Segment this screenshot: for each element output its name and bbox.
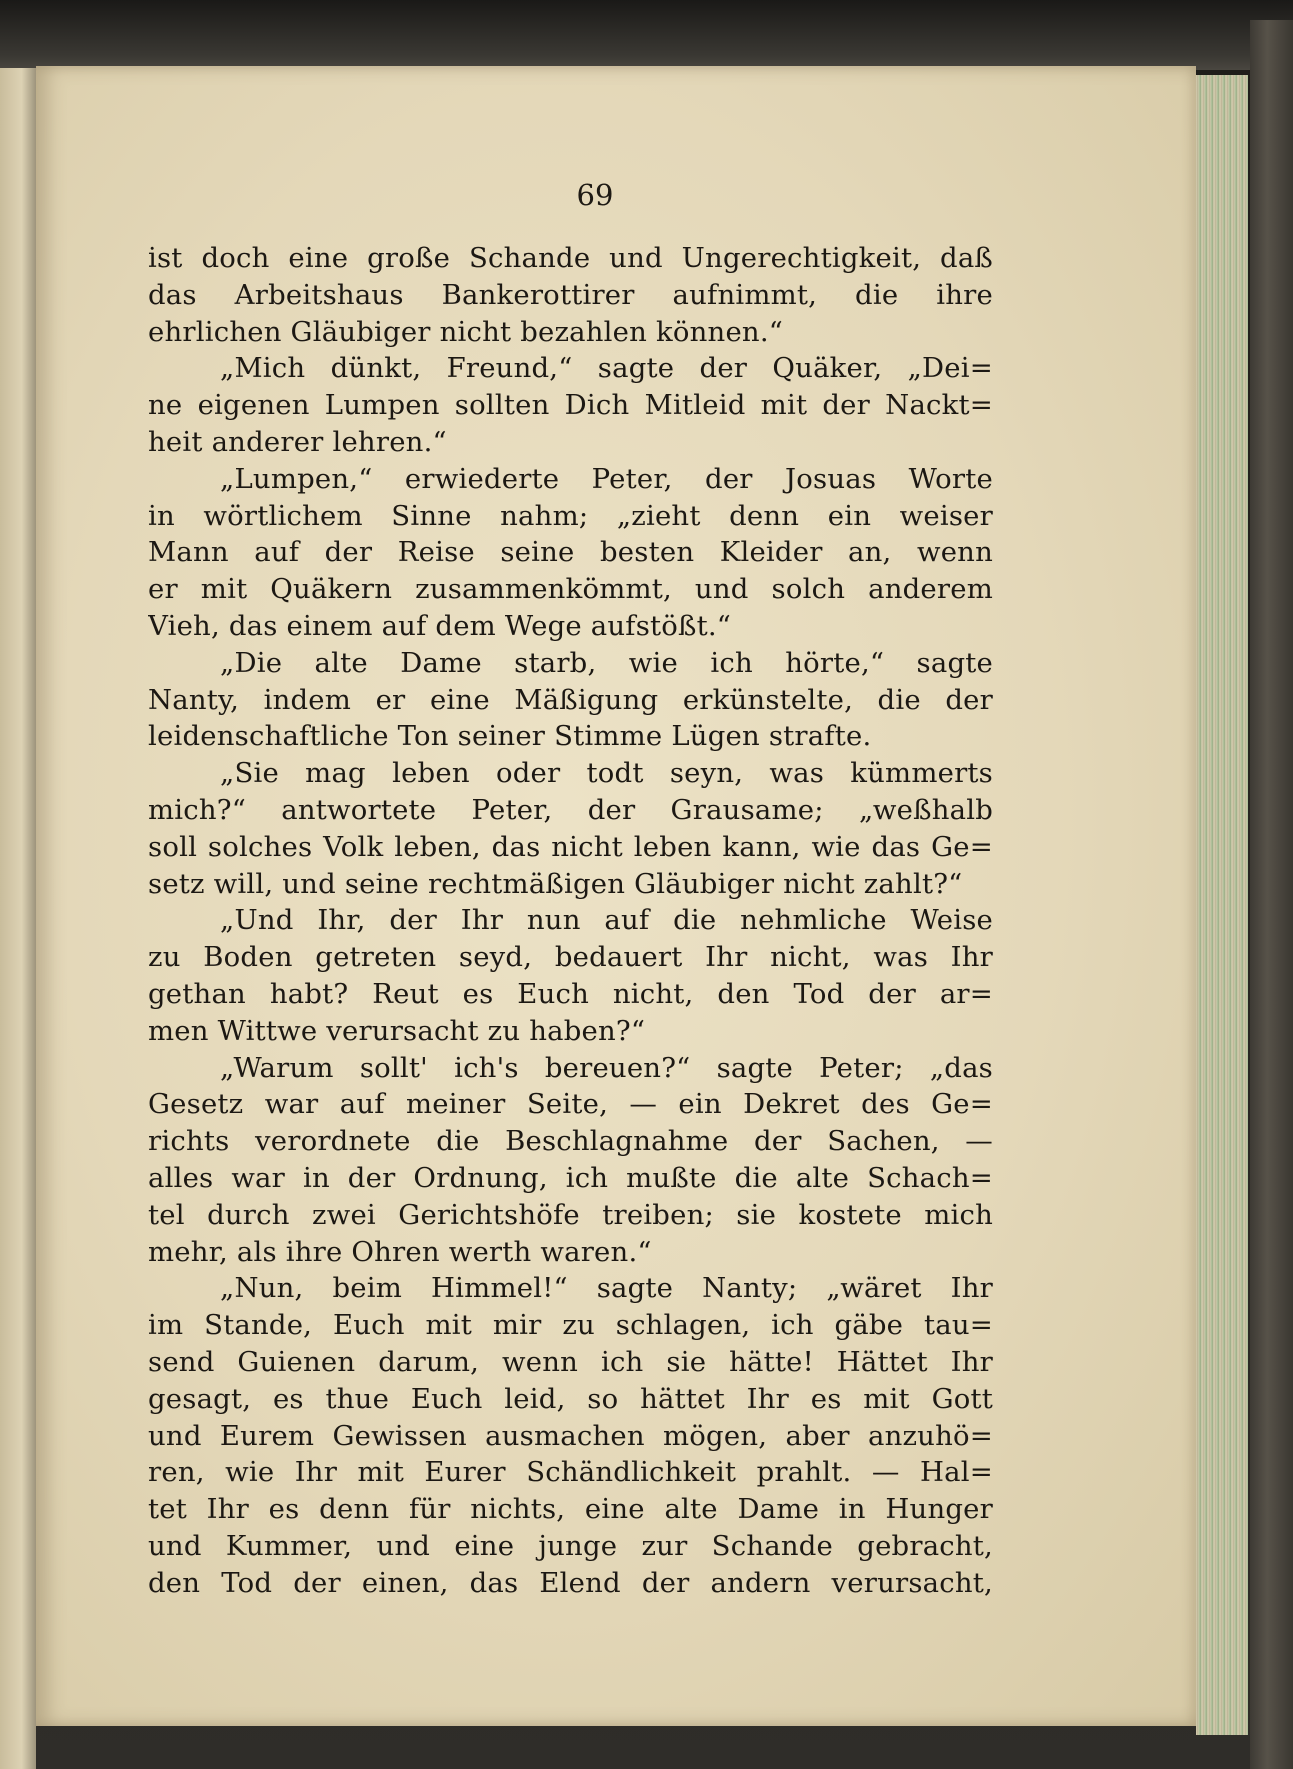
text-line: „Nun, beim Himmel!“ sagte Nanty; „wäret Ihr: [220, 1272, 993, 1305]
text-line: „Warum sollt' ich's bereuen?“ sagte Peter; „das: [220, 1051, 993, 1084]
text-line: leidenschaftliche Ton seiner Stimme Lügen strafte.: [148, 720, 872, 753]
text-line: tel durch zwei Gerichtshöfe treiben; sie kostete mich: [148, 1198, 993, 1231]
text-line: ne eigenen Lumpen sollten Dich Mitleid mit der Nackt=: [148, 389, 993, 422]
text-line: gesagt, es thue Euch leid, so hättet Ihr es mit Gott: [148, 1382, 993, 1415]
text-line: „Die alte Dame starb, wie ich hörte,“ sagte: [220, 646, 993, 679]
text-line: mehr, als ihre Ohren werth waren.“: [148, 1235, 652, 1268]
text-line: Vieh, das einem auf dem Wege aufstößt.“: [148, 609, 732, 642]
text-line: send Guienen darum, wenn ich sie hätte! Hättet Ihr: [148, 1345, 993, 1378]
text-line: ist doch eine große Schande und Ungerechtigkeit, daß: [148, 242, 993, 274]
text-line: setz will, und seine rechtmäßigen Gläubiger nicht zahlt?“: [148, 867, 963, 900]
text-line: den Tod der einen, das Elend der andern verursacht,: [148, 1566, 993, 1599]
text-line: richts verordnete die Beschlagnahme der Sachen, —: [148, 1125, 993, 1158]
text-line: im Stande, Euch mit mir zu schlagen, ich gäbe tau=: [148, 1309, 993, 1342]
text-line: zu Boden getreten seyd, bedauert Ihr nicht, was Ihr: [148, 941, 993, 974]
text-line: in wörtlichem Sinne nahm; „zieht denn ein weiser: [148, 499, 993, 532]
text-line: Gesetz war auf meiner Seite, — ein Dekret des Ge=: [148, 1088, 993, 1121]
text-line: alles war in der Ordnung, ich mußte die alte Schach=: [148, 1161, 993, 1194]
text-line: „Mich dünkt, Freund,“ sagte der Quäker, „Dei=: [220, 352, 993, 385]
book-cover-top: [0, 0, 1293, 70]
text-line: ehrlichen Gläubiger nicht bezahlen können.“: [148, 315, 784, 348]
text-line: gethan habt? Reut es Euch nicht, den Tod der ar=: [148, 977, 993, 1010]
text-line: men Wittwe verursacht zu haben?“: [148, 1014, 646, 1047]
text-line: Nanty, indem er eine Mäßigung erkünstelte, die der: [148, 683, 993, 716]
text-line: und Eurem Gewissen ausmachen mögen, aber anzuhö=: [148, 1419, 993, 1452]
text-line: mich?“ antwortete Peter, der Grausame; „weßhalb: [148, 793, 993, 826]
body-text: [148, 240, 993, 1601]
facing-page-edge: [0, 68, 36, 1769]
text-line: heit anderer lehren.“: [148, 425, 447, 458]
text-line: und Kummer, und eine junge zur Schande gebracht,: [148, 1529, 993, 1562]
book-cover-right: [1250, 20, 1293, 1769]
text-line: er mit Quäkern zusammenkömmt, und solch anderem: [148, 573, 993, 606]
text-line: ren, wie Ihr mit Eurer Schändlichkeit prahlt. — Hal=: [148, 1456, 993, 1489]
text-line: das Arbeitshaus Bankerottirer aufnimmt, die ihre: [148, 278, 993, 311]
text-line: tet Ihr es denn für nichts, eine alte Dame in Hunger: [148, 1493, 993, 1526]
text-line: „Sie mag leben oder todt seyn, was kümmerts: [220, 757, 993, 790]
text-line: „Lumpen,“ erwiederte Peter, der Josuas Worte: [220, 462, 993, 495]
text-line: Mann auf der Reise seine besten Kleider an, wenn: [148, 536, 993, 569]
text-line: „Und Ihr, der Ihr nun auf die nehmliche Weise: [220, 904, 993, 937]
page-number: 69: [576, 178, 614, 212]
page-edges: [1196, 75, 1248, 1735]
text-line: soll solches Volk leben, das nicht leben kann, wie das Ge=: [148, 830, 993, 863]
